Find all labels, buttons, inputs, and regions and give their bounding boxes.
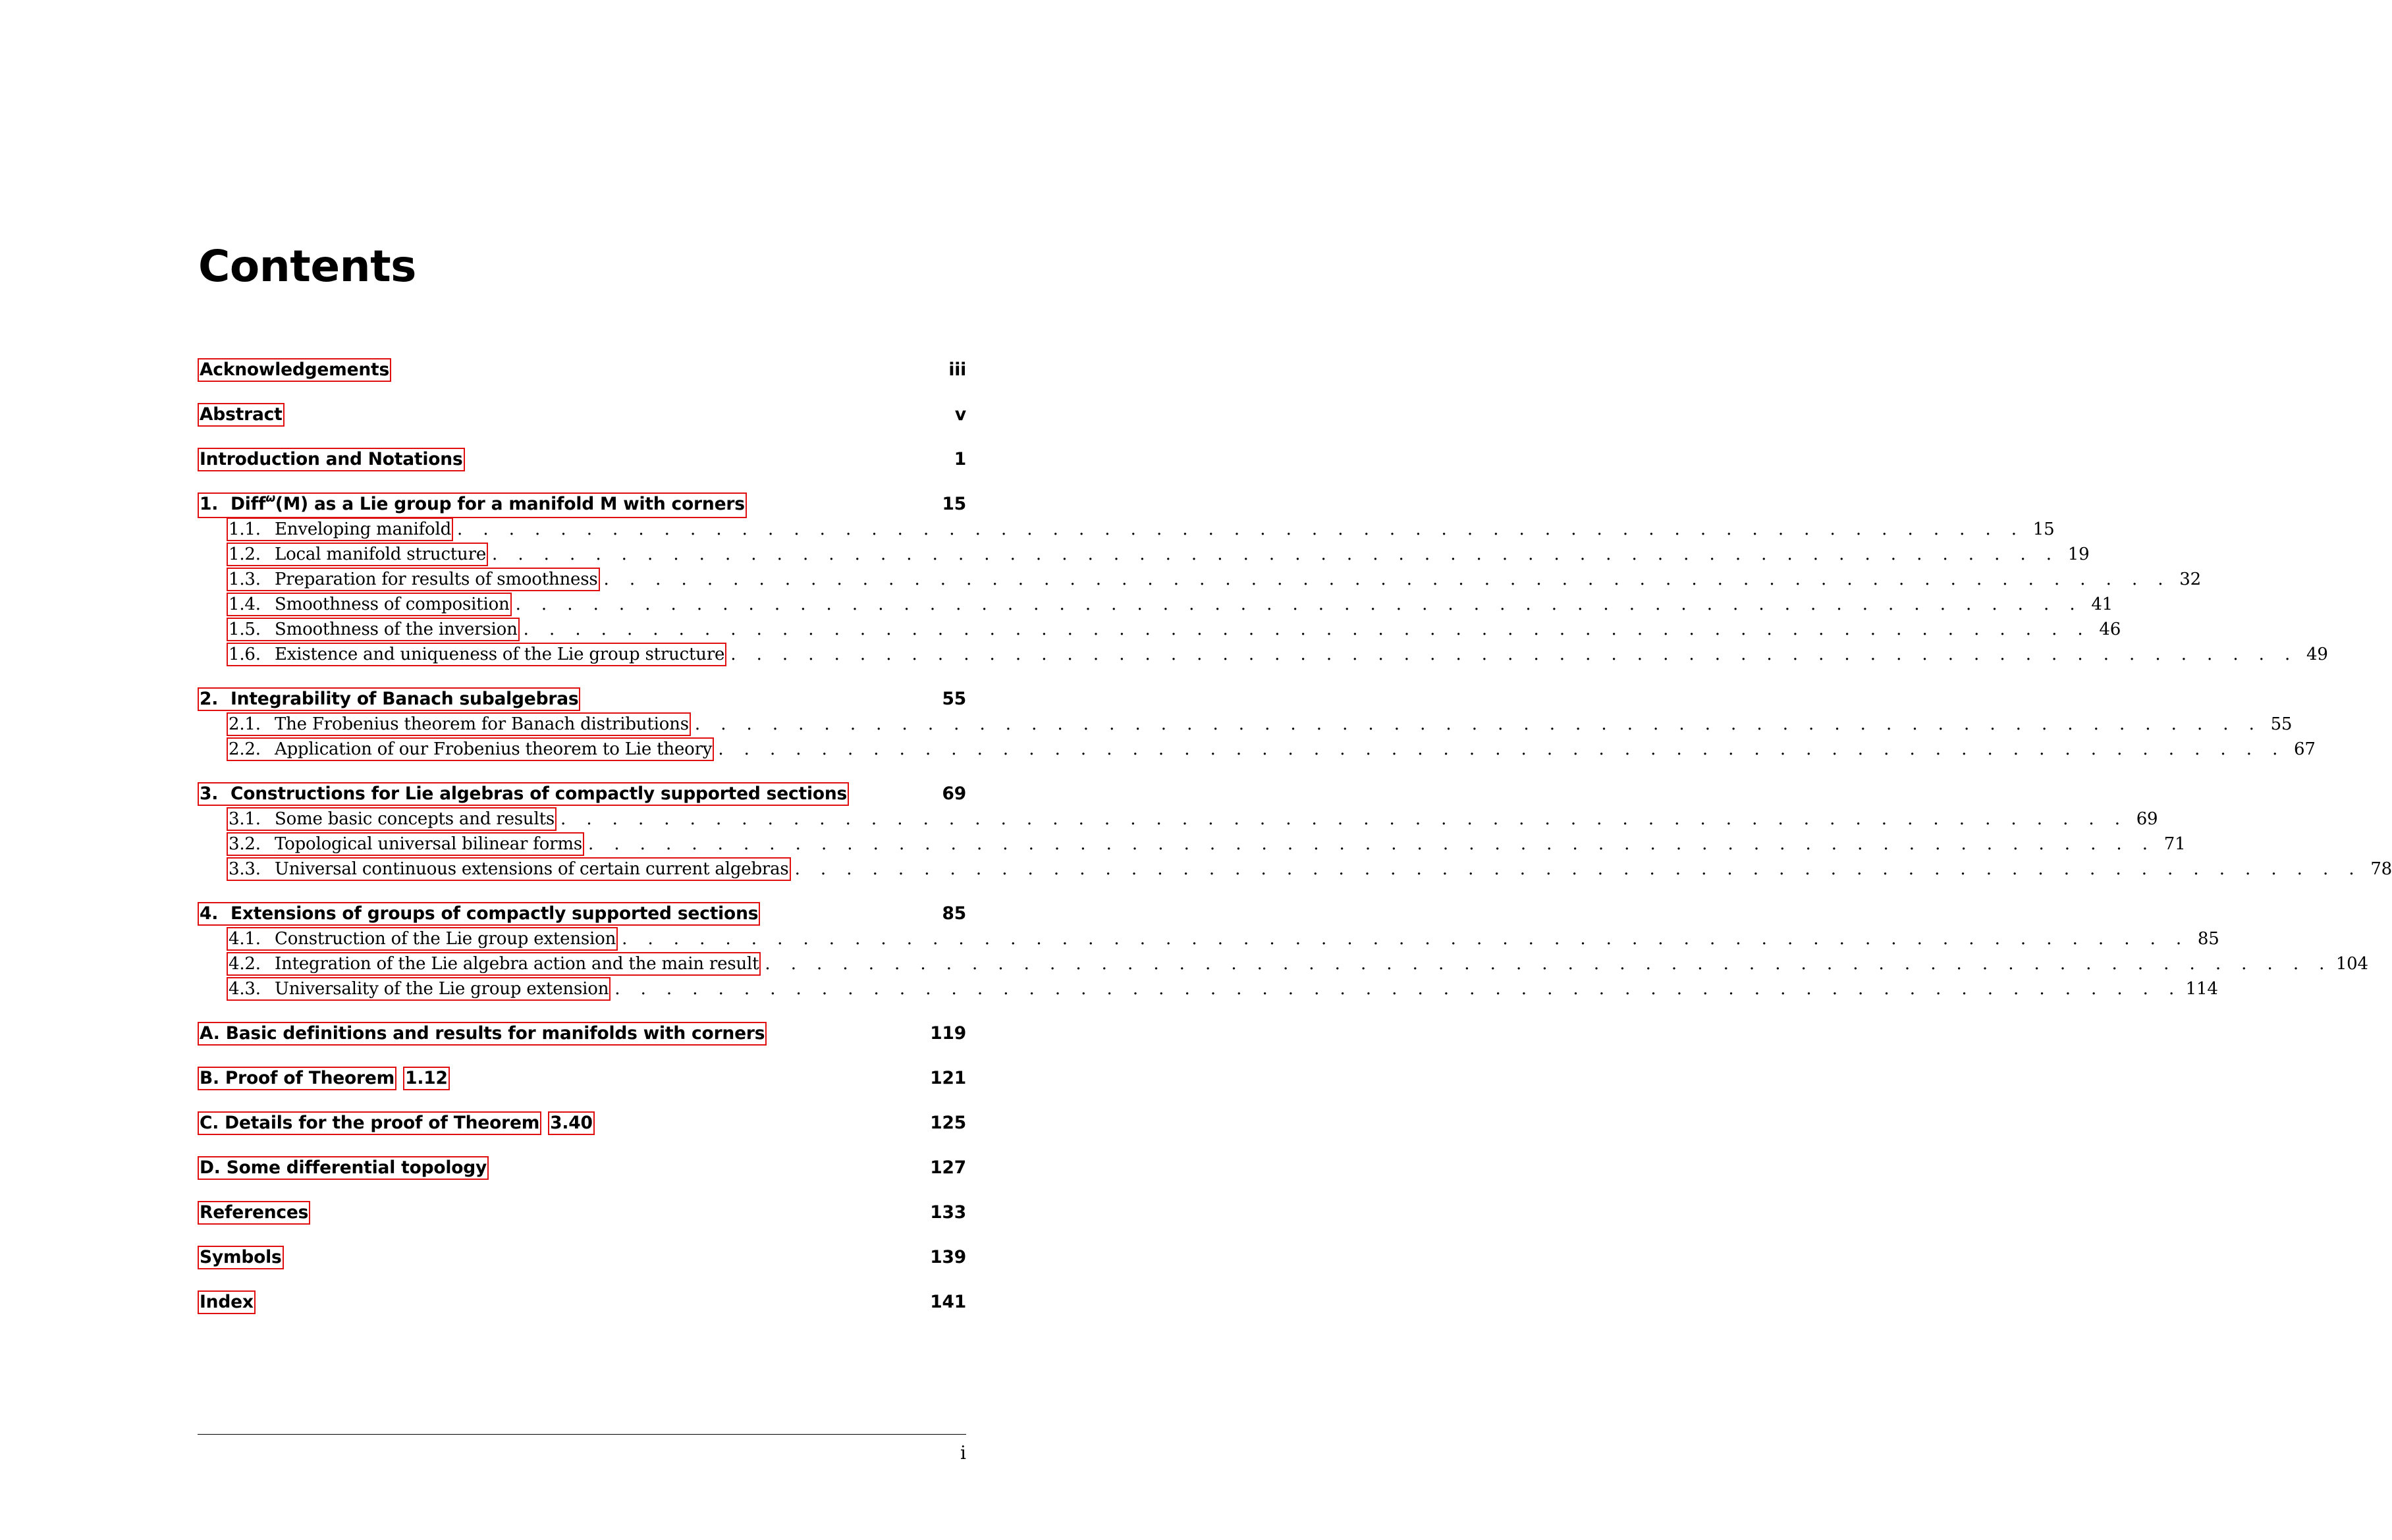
toc-entry-section-4-2 (198, 951, 2368, 976)
toc-link-theorem-1-12[interactable]: 1.12 (403, 1067, 450, 1090)
toc-entry-acknowledgements (198, 358, 966, 383)
toc-entry-abstract (198, 402, 966, 427)
toc-entry-chapter-3 (198, 782, 966, 807)
dot-leader: . . . . . . . . . . . . . . . . . . . . . . . . . . . . . . . . . . . . . . . . . . . . . . . . . . . . . . . . . . . . . (614, 979, 2182, 999)
toc-page-number: 49 (2306, 645, 2328, 664)
toc-page-number: 125 (930, 1113, 966, 1133)
toc-entry-section-4-1 (198, 926, 2219, 951)
toc-entry-section-1-4 (198, 592, 2113, 617)
footer-page-number: i (960, 1442, 966, 1464)
toc-link-section-2-1[interactable]: 2.1. The Frobenius theorem for Banach distributions (227, 712, 691, 736)
dot-leader: . . . . . . . . . . . . . . . . . . . . . . . . . . . . . . . . . . . . . . . . . . . . . . . . . . . . . . . . . . . . . (492, 544, 2059, 564)
toc-page-number: 133 (930, 1202, 966, 1223)
toc-entry-chapter-4 (198, 901, 966, 926)
toc-entry-section-3-1 (198, 807, 2158, 832)
toc-link-section-3-1[interactable]: 3.1. Some basic concepts and results (227, 807, 557, 831)
toc-page-number: v (954, 404, 966, 425)
toc-entry-references (198, 1200, 966, 1225)
toc-link-appendix-b[interactable]: B. Proof of Theorem (198, 1067, 396, 1090)
toc-page-number: 119 (930, 1023, 966, 1044)
toc-link-section-3-3[interactable]: 3.3. Universal continuous extensions of certain current algebras (227, 857, 791, 881)
toc-link-introduction[interactable]: Introduction and Notations (198, 448, 465, 471)
toc-page-number: 121 (930, 1068, 966, 1088)
toc-page-number: 15 (2032, 519, 2055, 539)
toc-entry-appendix-d (198, 1155, 966, 1181)
toc-entry-section-1-5 (198, 617, 2121, 642)
toc-page-number: 78 (2370, 859, 2392, 879)
toc-page-number: 67 (2294, 739, 2316, 759)
dot-leader: . . . . . . . . . . . . . . . . . . . . . . . . . . . . . . . . . . . . . . . . . . . . . . . . . . . . . . . . . . . . . (560, 809, 2128, 829)
toc-entry-chapter-1 (198, 492, 966, 517)
toc-page-number: 141 (930, 1292, 966, 1312)
toc-page-number: 85 (2197, 929, 2219, 949)
dot-leader: . . . . . . . . . . . . . . . . . . . . . . . . . . . . . . . . . . . . . . . . . . . . . . . . . . . . . . . . . . . . . (603, 570, 2171, 589)
dot-leader: . . . . . . . . . . . . . . . . . . . . . . . . . . . . . . . . . . . . . . . . . . . . . . . . . . . . . . . . . . . . . (765, 954, 2332, 974)
toc-link-appendix-c[interactable]: C. Details for the proof of Theorem (198, 1111, 541, 1135)
toc-page-number: 71 (2163, 834, 2186, 854)
toc-link-acknowledgements[interactable]: Acknowledgements (198, 358, 391, 382)
toc-entry-section-3-3 (198, 857, 2392, 882)
toc-link-theorem-3-40[interactable]: 3.40 (548, 1111, 595, 1135)
toc-entry-appendix-b (198, 1066, 966, 1091)
dot-leader: . . . . . . . . . . . . . . . . . . . . . . . . . . . . . . . . . . . . . . . . . . . . . . . . . . . . . . . . . . . . . (622, 929, 2189, 949)
dot-leader: . . . . . . . . . . . . . . . . . . . . . . . . . . . . . . . . . . . . . . . . . . . . . . . . . . . . . . . . . . . . . (718, 739, 2285, 759)
toc-page-number: 114 (2185, 979, 2218, 999)
toc-entry-symbols (198, 1245, 966, 1270)
toc-link-section-3-2[interactable]: 3.2. Topological universal bilinear forms (227, 832, 584, 856)
toc-link-section-4-1[interactable]: 4.1. Construction of the Lie group extension (227, 927, 618, 951)
toc-link-references[interactable]: References (198, 1201, 310, 1225)
document-page (198, 0, 2392, 1540)
toc-link-chapter-1[interactable]: 1. Diff ω (M) as a Lie group for a manifold M with corners (198, 492, 747, 518)
toc-entry-section-2-1 (198, 712, 2293, 737)
toc-link-section-1-1[interactable]: 1.1. Enveloping manifold (227, 518, 453, 541)
toc-page-number: 55 (942, 689, 966, 709)
toc-entry-chapter-2 (198, 687, 966, 712)
toc-page-number: 139 (930, 1247, 966, 1267)
toc-page-number: 55 (2270, 714, 2293, 734)
toc-entry-introduction (198, 447, 966, 472)
toc-link-chapter-2[interactable]: 2. Integrability of Banach subalgebras (198, 687, 580, 711)
toc-page-number: 127 (930, 1157, 966, 1178)
toc-link-section-4-3[interactable]: 4.3. Universality of the Lie group extension (227, 977, 611, 1001)
toc-link-section-1-3[interactable]: 1.3. Preparation for results of smoothness (227, 568, 600, 591)
toc-page-number: 104 (2335, 954, 2368, 974)
toc-page-number: 19 (2067, 544, 2090, 564)
toc-entry-section-1-3 (198, 567, 2201, 592)
toc-link-index[interactable]: Index (198, 1290, 256, 1314)
toc-link-section-1-5[interactable]: 1.5. Smoothness of the inversion (227, 618, 520, 641)
toc-entry-section-4-3 (198, 976, 2218, 1001)
toc-page-number: 32 (2179, 570, 2201, 589)
footer-rule (198, 1434, 966, 1435)
toc-link-section-1-6[interactable]: 1.6. Existence and uniqueness of the Lie group structure (227, 643, 726, 666)
toc-entry-section-1-1 (198, 517, 2055, 542)
toc-page-number: 85 (942, 903, 966, 924)
toc-entry-section-3-2 (198, 832, 2186, 857)
dot-leader: . . . . . . . . . . . . . . . . . . . . . . . . . . . . . . . . . . . . . . . . . . . . . . . . . . . . . . . . . . . . . (457, 519, 2025, 539)
toc-link-section-4-2[interactable]: 4.2. Integration of the Lie algebra action and the main result (227, 952, 761, 976)
toc-link-section-1-2[interactable]: 1.2. Local manifold structure (227, 543, 488, 566)
toc-entry-appendix-c (198, 1111, 966, 1136)
toc-page-number: 41 (2091, 595, 2113, 614)
toc-link-section-1-4[interactable]: 1.4. Smoothness of composition (227, 593, 512, 616)
toc-page-number: 69 (2136, 809, 2158, 829)
toc-link-chapter-4[interactable]: 4. Extensions of groups of compactly supported sections (198, 902, 760, 926)
dot-leader: . . . . . . . . . . . . . . . . . . . . . . . . . . . . . . . . . . . . . . . . . . . . . . . . . . . . . . . . . . . . . (523, 620, 2091, 639)
toc-link-abstract[interactable]: Abstract (198, 403, 285, 427)
dot-leader: . . . . . . . . . . . . . . . . . . . . . . . . . . . . . . . . . . . . . . . . . . . . . . . . . . . . . . . . . . . . . (794, 859, 2362, 879)
toc-link-appendix-d[interactable]: D. Some differential topology (198, 1156, 489, 1180)
dot-leader: . . . . . . . . . . . . . . . . . . . . . . . . . . . . . . . . . . . . . . . . . . . . . . . . . . . . . . . . . . . . . (694, 714, 2262, 734)
toc-entry-section-1-6 (198, 642, 2328, 667)
toc-page-number: 46 (2099, 620, 2121, 639)
toc-entry-appendix-a (198, 1021, 966, 1046)
toc-page-number: 69 (942, 783, 966, 804)
page-title: Contents (198, 241, 416, 292)
toc-entry-section-2-2 (198, 737, 2316, 762)
toc-entry-index (198, 1290, 966, 1315)
toc-entry-section-1-2 (198, 542, 2090, 567)
table-of-contents (198, 358, 2392, 1315)
toc-page-number: 15 (942, 494, 966, 514)
toc-link-appendix-a[interactable]: A. Basic definitions and results for manifolds with corners (198, 1022, 767, 1046)
toc-link-chapter-3[interactable]: 3. Constructions for Lie algebras of compactly supported sections (198, 782, 849, 806)
dot-leader: . . . . . . . . . . . . . . . . . . . . . . . . . . . . . . . . . . . . . . . . . . . . . . . . . . . . . . . . . . . . . (588, 834, 2156, 854)
dot-leader: . . . . . . . . . . . . . . . . . . . . . . . . . . . . . . . . . . . . . . . . . . . . . . . . . . . . . . . . . . . . . (515, 595, 2082, 614)
dot-leader: . . . . . . . . . . . . . . . . . . . . . . . . . . . . . . . . . . . . . . . . . . . . . . . . . . . . . . . . . . . . . (730, 645, 2298, 664)
toc-page-number: 1 (954, 449, 966, 469)
toc-page-number: iii (948, 359, 966, 380)
toc-link-section-2-2[interactable]: 2.2. Application of our Frobenius theorem to Lie theory (227, 737, 714, 761)
toc-link-symbols[interactable]: Symbols (198, 1246, 284, 1269)
